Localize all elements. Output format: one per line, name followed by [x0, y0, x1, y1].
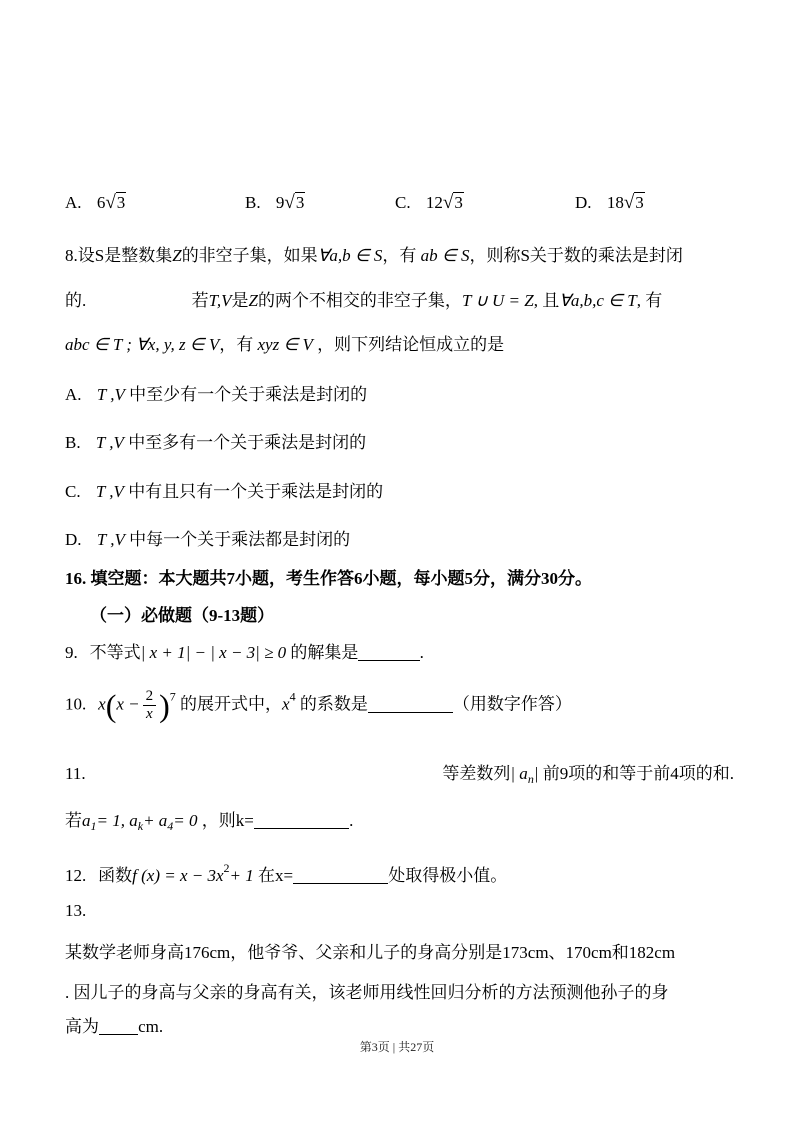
question-10	[65, 688, 734, 724]
text-run: 前9项的和等于前4项的和.	[538, 764, 734, 783]
fraction	[143, 688, 157, 724]
math-run: abc ∈ T ; ∀x, y, z ∈ V	[65, 335, 220, 354]
question-8-line-2	[65, 290, 734, 313]
sqrt-expression	[276, 193, 305, 212]
text-run: 是	[231, 291, 249, 310]
question-11-line-2	[65, 810, 734, 834]
question-11-number: 11.	[65, 764, 86, 783]
text-run: A.	[65, 193, 82, 212]
text-run: ，有	[219, 335, 258, 354]
math-run: T ,V	[96, 385, 125, 404]
subscript: 1	[90, 819, 97, 833]
text-run: D.	[575, 193, 592, 212]
math-run: = 1, a	[96, 811, 138, 830]
math-run: + a	[143, 811, 168, 830]
subscript: k	[137, 819, 144, 833]
math-run: x	[282, 694, 290, 714]
text-run: 的非空子集，如果	[181, 246, 318, 265]
math-run: xyz ∈ V	[257, 335, 313, 354]
question-12	[65, 860, 734, 888]
math-run: T ∪ U = Z	[461, 291, 534, 310]
fraction-denominator: x	[146, 706, 153, 723]
question-8-option-a	[65, 384, 734, 407]
text-run: 若	[191, 291, 209, 310]
subscript: 4	[167, 819, 174, 833]
text-run: 在x=	[253, 866, 294, 885]
sqrt-coefficient: 12	[425, 193, 443, 212]
math-run: = 0	[173, 811, 198, 830]
radical-sign: √	[284, 192, 295, 213]
subscript: n	[527, 772, 534, 786]
question-8-line-3	[65, 334, 734, 357]
radicand: 3	[454, 193, 463, 212]
text-run: 12.	[65, 866, 87, 885]
text-run: B.	[245, 193, 261, 212]
blank-line	[99, 1020, 138, 1035]
math-run: Z	[172, 246, 182, 265]
big-paren: )	[159, 687, 170, 724]
blank-line	[368, 698, 453, 713]
radicand: 3	[635, 193, 644, 212]
question-13-number: 13.	[65, 901, 87, 920]
superscript: 4	[289, 689, 296, 704]
math-run: T,V	[208, 291, 232, 310]
sqrt-expression	[426, 193, 464, 212]
math-run: | a	[510, 764, 528, 783]
text-run: 中每一个关于乘法都是封闭的	[124, 530, 351, 549]
math-run: |	[533, 764, 539, 783]
text-run: 中至少有一个关于乘法是封闭的	[124, 385, 368, 404]
text-run: 等差数列	[442, 764, 511, 783]
sqrt-expression	[97, 193, 126, 212]
text-run: 的.	[65, 291, 87, 310]
question-8-option-b	[65, 432, 734, 455]
text-run: （用数字作答）	[452, 694, 572, 714]
question-7-option-a	[65, 190, 245, 216]
text-run: 中至多有一个关于乘法是封闭的	[123, 433, 367, 452]
math-run: ∀a,b ∈ S	[317, 246, 383, 265]
math-run: ab ∈ S	[420, 246, 470, 265]
text-run: .	[419, 643, 424, 662]
question-7-option-c	[395, 190, 575, 216]
question-7-options-row	[65, 190, 734, 216]
text-run: 不等式	[89, 643, 141, 662]
text-run: A.	[65, 385, 82, 404]
sqrt-coefficient: 6	[96, 193, 106, 212]
math-run: T ,V	[95, 482, 124, 501]
section-16-heading: 16. 填空题：本大题共7小题，考生作答6小题，每小题5分，满分30分。	[65, 569, 592, 588]
radical-sign: √	[442, 192, 454, 213]
question-8-option-c	[65, 481, 734, 504]
question-8-option-d	[65, 529, 734, 552]
fraction-numerator: 2	[143, 688, 157, 706]
question-13-paragraph-2: . 因儿子的身高与父亲的身高有关，该老师用线性回归分析的方法预测他孙子的身	[65, 983, 669, 1002]
math-run: a	[82, 811, 91, 830]
blank-line	[293, 869, 388, 884]
section-16-subheading: （一）必做题（9-13题）	[90, 606, 275, 625]
math-run: x −	[116, 694, 140, 714]
radicand: 3	[116, 193, 126, 212]
question-8-line-1	[65, 245, 734, 268]
text-run: cm.	[138, 1017, 164, 1036]
superscript: 2	[223, 861, 230, 875]
text-run: 中有且只有一个关于乘法是封闭的	[123, 482, 384, 501]
text-run: 的系数是	[295, 694, 368, 714]
question-13-paragraph-3	[65, 1016, 734, 1039]
question-11-line-1	[65, 763, 734, 787]
text-run: C.	[395, 193, 411, 212]
text-run: 若	[65, 811, 82, 830]
question-13-paragraph-1: 某数学老师身高176cm，他爷爷、父亲和儿子的身高分别是173cm、170cm和182cm	[65, 943, 676, 962]
text-run: .	[349, 811, 354, 830]
text-run: ，则k=	[197, 811, 254, 830]
sqrt-coefficient: 18	[606, 193, 624, 212]
math-run: T ,V	[95, 433, 124, 452]
blank-line	[358, 646, 419, 661]
text-run: 的解集是	[286, 643, 359, 662]
text-run: , 且	[533, 291, 560, 310]
blank-line	[254, 814, 349, 829]
math-run: f (x) = x − 3x	[132, 866, 224, 885]
text-run: ，则称S关于数的乘法是封闭	[469, 246, 683, 265]
text-run: ，则下列结论恒成立的是	[312, 335, 505, 354]
superscript: 7	[169, 689, 176, 704]
question-11-statement	[442, 763, 734, 787]
text-run: B.	[65, 433, 81, 452]
text-run: 函数	[98, 866, 133, 885]
text-run: D.	[65, 530, 82, 549]
sqrt-coefficient: 9	[275, 193, 285, 212]
sqrt-expression	[607, 193, 645, 212]
text-run: 的展开式中，	[175, 694, 283, 714]
question-9	[65, 642, 734, 665]
radical-sign: √	[623, 192, 635, 213]
text-run: 8.设S是整数集	[65, 246, 173, 265]
math-run: | x + 1| − | x − 3| ≥ 0	[140, 643, 287, 662]
text-run: ，有	[382, 246, 421, 265]
text-run: 10.	[65, 694, 87, 714]
math-run: + 1	[229, 866, 254, 885]
text-run: 高为	[65, 1017, 99, 1036]
big-paren: (	[105, 687, 117, 724]
text-run: 9.	[65, 643, 78, 662]
math-run: T ,V	[96, 530, 125, 549]
text-run: , 有	[636, 291, 663, 310]
page-footer: 第3页 | 共27页	[359, 1040, 435, 1054]
radical-sign: √	[105, 192, 116, 213]
text-run: 处取得极小值。	[388, 866, 508, 885]
text-run: C.	[65, 482, 81, 501]
math-run: ∀a,b,c ∈ T	[559, 291, 637, 310]
radicand: 3	[295, 193, 305, 212]
math-run: x	[98, 694, 106, 714]
math-run: Z	[248, 291, 258, 310]
question-7-option-b	[245, 190, 395, 216]
text-run: 的两个不相交的非空子集，	[257, 291, 462, 310]
question-7-option-d	[575, 190, 734, 216]
